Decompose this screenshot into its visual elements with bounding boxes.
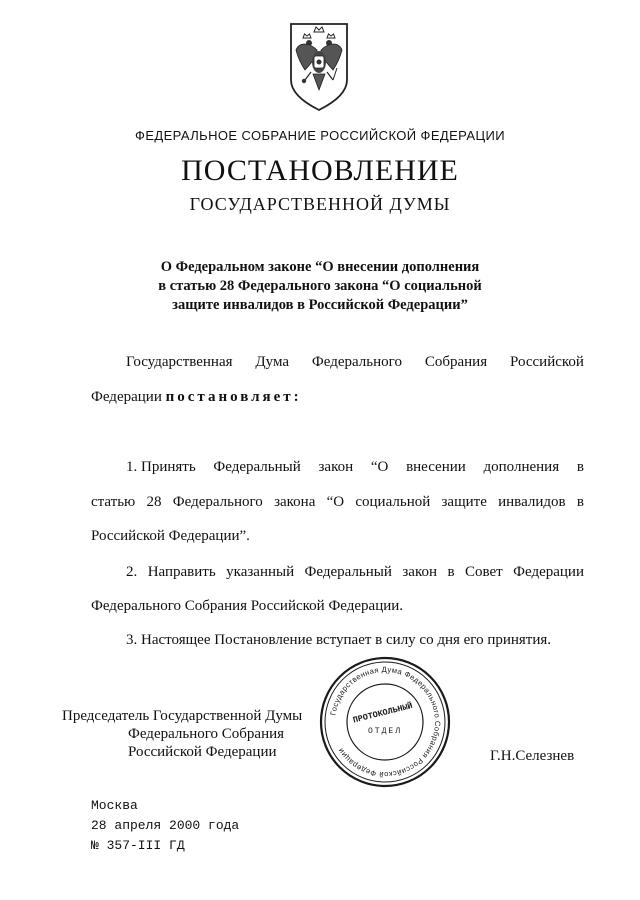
- signatory-position: Председатель Государственной Думы: [62, 708, 303, 724]
- svg-text:Государственная Дума Федеральн: [328, 665, 442, 779]
- item-word: закон: [318, 459, 354, 475]
- item-1-line: [91, 494, 584, 511]
- item-word: внесении: [406, 459, 466, 475]
- intro-word: Государственная: [126, 354, 233, 370]
- item-word: 28: [146, 494, 162, 510]
- document-title: ПОСТАНОВЛЕНИЕ: [181, 154, 459, 187]
- item-word: социальной: [355, 494, 431, 510]
- intro-line: [91, 389, 302, 406]
- footer-city: Москва: [91, 798, 138, 813]
- item-word: инвалидов: [498, 494, 566, 510]
- signatory-position: Федерального Собрания: [128, 726, 285, 742]
- footer-date: 28 апреля 2000 года: [91, 818, 240, 833]
- intro-word: Собрания: [424, 354, 488, 370]
- item-1-line: Российской Федерации”.: [91, 528, 250, 544]
- stamp-center-bottom: ОТДЕЛ: [367, 727, 403, 736]
- item-word: дополнения: [483, 459, 560, 475]
- item-3-line: 3. Настоящее Постановление вступает в силу со дня его принятия.: [126, 632, 552, 648]
- signatory-position: Российской Федерации: [128, 744, 277, 760]
- item-2-line: 2. Направить указанный Федеральный закон в Совет Федерации: [126, 564, 584, 580]
- subject-heading-line: защите инвалидов в Российской Федерации”: [172, 297, 468, 313]
- intro-word: Дума: [255, 354, 290, 370]
- footer-number: № 357-III ГД: [91, 838, 185, 853]
- resolves-word: постановляет:: [165, 389, 302, 405]
- intro-word: Российской: [510, 354, 584, 370]
- item-word: “О: [370, 459, 389, 475]
- item-word: защите: [441, 494, 487, 510]
- subject-heading-line: в статью 28 Федерального закона “О социальной: [158, 278, 482, 294]
- item-word: “О: [326, 494, 345, 510]
- item-word: в: [576, 459, 584, 475]
- stamp-outer-text: Государственная Дума Федерального Собрания Российской Федерации: [328, 664, 443, 780]
- coat-of-arms-icon: [287, 20, 351, 112]
- signatory-name: Г.Н.Селезнев: [490, 748, 575, 764]
- document-subtitle: ГОСУДАРСТВЕННОЙ ДУМЫ: [189, 194, 451, 214]
- item-word: Федерального: [172, 494, 263, 510]
- item-2-line: Федерального Собрания Российской Федерации.: [91, 598, 404, 614]
- subject-heading-line: О Федеральном законе “О внесении дополнения: [160, 259, 480, 275]
- intro-word: Федерального: [311, 354, 402, 370]
- intro-line: [126, 354, 584, 371]
- intro-word: Федерации: [91, 389, 162, 405]
- item-word: закона: [274, 494, 316, 510]
- item-word: 1. Принять: [126, 459, 196, 475]
- item-word: статью: [91, 494, 136, 510]
- protocol-stamp-icon: [318, 655, 452, 789]
- item-1-line: [126, 459, 584, 476]
- item-word: Федеральный: [213, 459, 301, 475]
- stamp-center-top: ПРОТОКОЛЬНЫЙ: [351, 701, 414, 726]
- org-header: ФЕДЕРАЛЬНОЕ СОБРАНИЕ РОССИЙСКОЙ ФЕДЕРАЦИИ: [135, 128, 505, 143]
- item-word: в: [576, 494, 584, 510]
